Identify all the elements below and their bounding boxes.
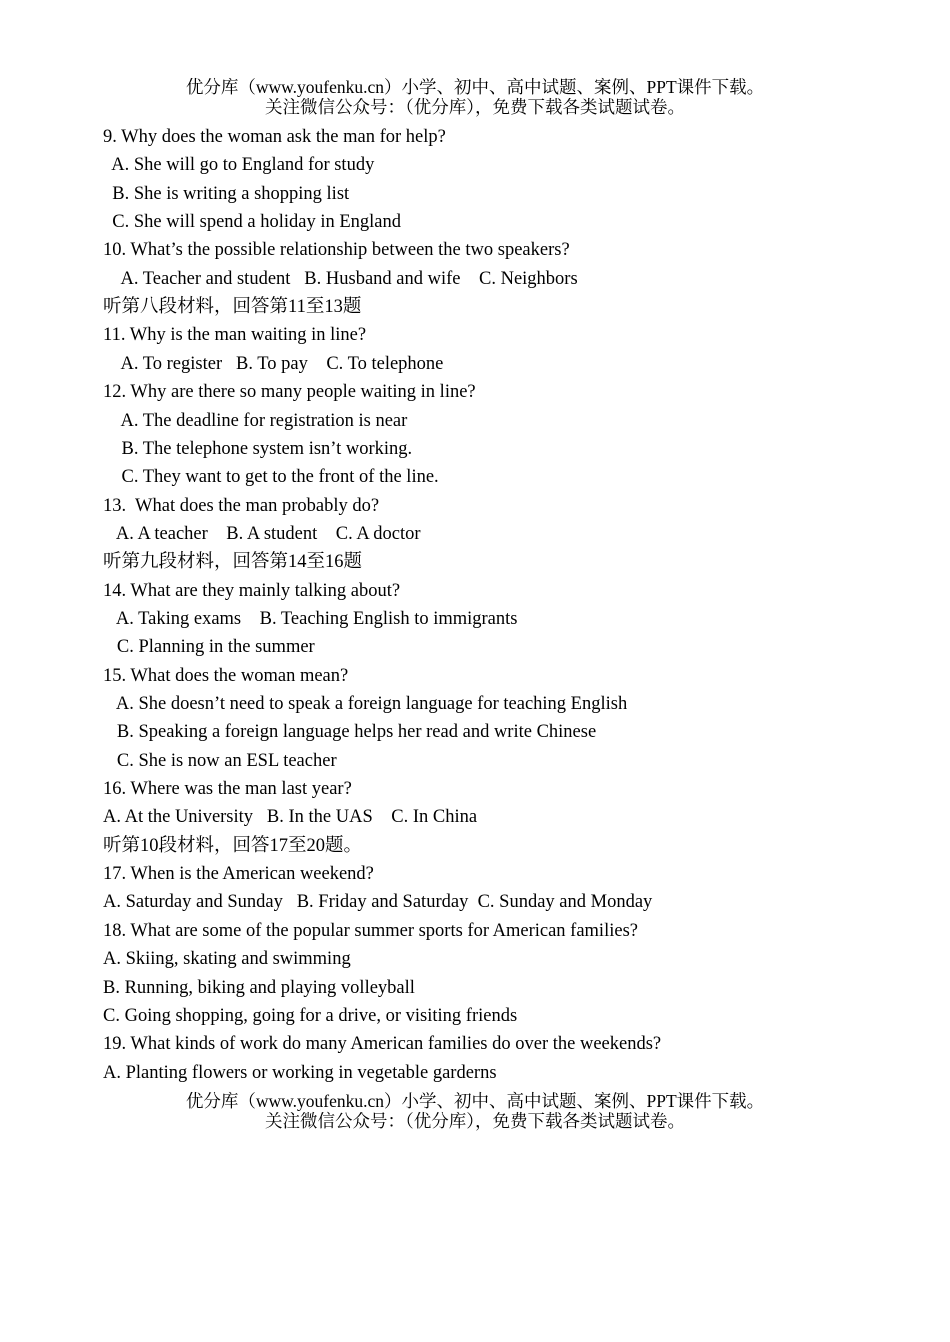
text-line: B. She is writing a shopping list (103, 183, 350, 204)
text-line: 11. Why is the man waiting in line? (103, 325, 367, 346)
text-line: 听第九段材料，回答第14至16题 (103, 552, 363, 573)
text-line: B. Running, biking and playing volleyball (103, 977, 415, 998)
text-line: A. Teacher and student B. Husband and wife C. Neighbors (103, 268, 578, 289)
text-line: A. The deadline for registration is near (103, 410, 408, 431)
text-line: 17. When is the American weekend? (103, 864, 374, 885)
text-line: 听第八段材料，回答第11至13题 (103, 297, 362, 318)
text-line: C. She will spend a holiday in England (103, 212, 402, 233)
text-line: 13. What does the man probably do? (103, 495, 380, 516)
text-line: C. Going shopping, going for a drive, or visiting friends (103, 1005, 518, 1026)
text-line: C. Planning in the summer (103, 637, 315, 658)
text-line: A. She will go to England for study (103, 155, 375, 176)
text-line: 18. What are some of the popular summer sports for American families? (103, 920, 638, 941)
text-line: B. The telephone system isn’t working. (103, 438, 413, 459)
header-line-1: 优分库（www.youfenku.cn）小学、初中、高中试题、案例、PPT课件下载。 (185, 77, 765, 97)
text-line: 15. What does the woman mean? (103, 665, 349, 686)
page-footer (0, 1091, 950, 1131)
footer-line-1: 优分库（www.youfenku.cn）小学、初中、高中试题、案例、PPT课件下载。 (185, 1091, 765, 1111)
footer-line-2: 关注微信公众号：（优分库），免费下载各类试题试卷。 (265, 1111, 685, 1131)
text-line: A. To register B. To pay C. To telephone (103, 353, 444, 374)
text-line: A. She doesn’t need to speak a foreign language for teaching English (103, 694, 628, 714)
text-line: A. Planting flowers or working in vegetable garderns (103, 1062, 497, 1083)
text-line: 16. Where was the man last year? (103, 779, 352, 800)
text-line: A. Skiing, skating and swimming (103, 949, 351, 970)
text-line: A. Saturday and Sunday B. Friday and Saturday C. Sunday and Monday (103, 892, 653, 913)
text-line: C. They want to get to the front of the line. (103, 467, 439, 488)
text-line: 19. What kinds of work do many American families do over the weekends? (103, 1034, 662, 1055)
text-line: 9. Why does the woman ask the man for help? (103, 127, 446, 147)
header-line-2: 关注微信公众号：（优分库），免费下载各类试题试卷。 (265, 97, 685, 117)
text-line: 听第10段材料，回答17至20题。 (103, 835, 363, 856)
text-line: 14. What are they mainly talking about? (103, 580, 401, 601)
text-line: A. A teacher B. A student C. A doctor (103, 523, 421, 544)
text-line: B. Speaking a foreign language helps her read and write Chinese (103, 722, 597, 743)
text-line: 12. Why are there so many people waiting in line? (103, 382, 476, 403)
page-header (0, 77, 950, 117)
text-line: A. At the University B. In the UAS C. In China (103, 807, 478, 828)
text-line: C. She is now an ESL teacher (103, 750, 337, 771)
text-line: 10. What’s the possible relationship between the two speakers? (103, 240, 570, 261)
text-line: A. Taking exams B. Teaching English to immigrants (103, 608, 518, 629)
